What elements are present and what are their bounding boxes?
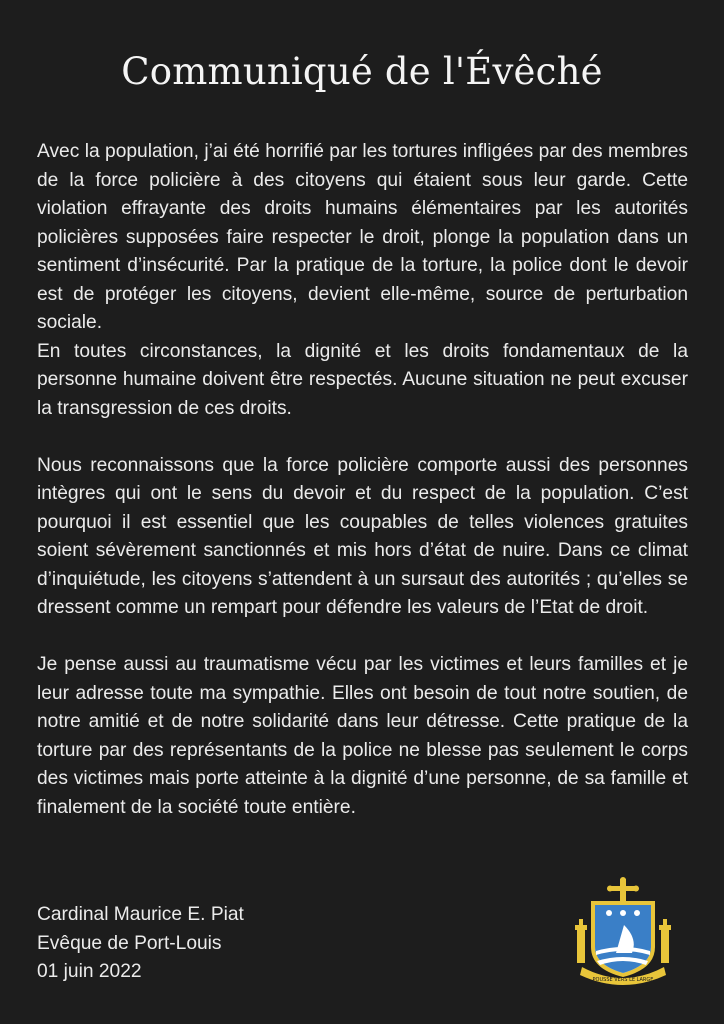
crest-motto: POUSSE VERS LE LARGE bbox=[592, 977, 654, 983]
paragraph-1-line-2: En toutes circonstances, la dignité et les droits fondamentaux de la personne humaine doivent être respectés. Aucune situation ne peut excuser la transgression de ces droits. bbox=[37, 340, 688, 419]
stars-icon bbox=[606, 910, 640, 916]
signature-date: 01 juin 2022 bbox=[37, 961, 142, 982]
diocese-coat-of-arms-icon bbox=[574, 877, 672, 987]
paragraph-2-line-1: Nous reconnaissons que la force policière comporte aussi des personnes intègres qui ont le sens du devoir et du respect de la population. C’est pourquoi il est essentiel que les coupables de telles violences gratuites soient sévèrement sanctionnés et mis hors d’état de nuire. Dans ce climat d’inquiétude, les citoyens s’attendent à un sursaut des autorités ; qu’elles se dressent comme un rempart pour défendre les valeurs de l’Etat de droit. bbox=[37, 454, 688, 618]
paragraph-1-line-1: Avec la population, j’ai été horrifié par les tortures infligées par des membres de la force policière à des citoyens qui étaient sous leur garde. Cette violation effrayante des droits humains élémentaires par les autorités policières supposées faire respecter le droit, plonge la population dans un sentiment d’insécurité. Par la pratique de la torture, la police dont le devoir est de protéger les citoyens, devient elle-même, source de perturbation sociale. bbox=[37, 141, 688, 333]
cross-icon bbox=[607, 877, 639, 903]
page-title: Communiqué de l'Évêché bbox=[121, 50, 603, 93]
signature-role: Evêque de Port-Louis bbox=[37, 932, 222, 954]
signature-name: Cardinal Maurice E. Piat bbox=[37, 904, 244, 925]
paragraph-3-line-1: Je pense aussi au traumatisme vécu par les victimes et leurs familles et je leur adresse toute ma sympathie. Elles ont besoin de tout notre soutien, de notre amitié et de notre solidarité dans leur détresse. Cette pratique de la torture par des représentants de la police ne blesse pas seulement le corps des victimes mais porte atteinte à la dignité d’une personne, de sa famille et finalement de la société toute entière. bbox=[37, 654, 688, 818]
paragraph-1 bbox=[37, 138, 688, 423]
paragraph-3 bbox=[37, 651, 688, 822]
communique-body bbox=[37, 138, 688, 851]
signature-block bbox=[37, 901, 244, 987]
paragraph-2 bbox=[37, 452, 688, 623]
